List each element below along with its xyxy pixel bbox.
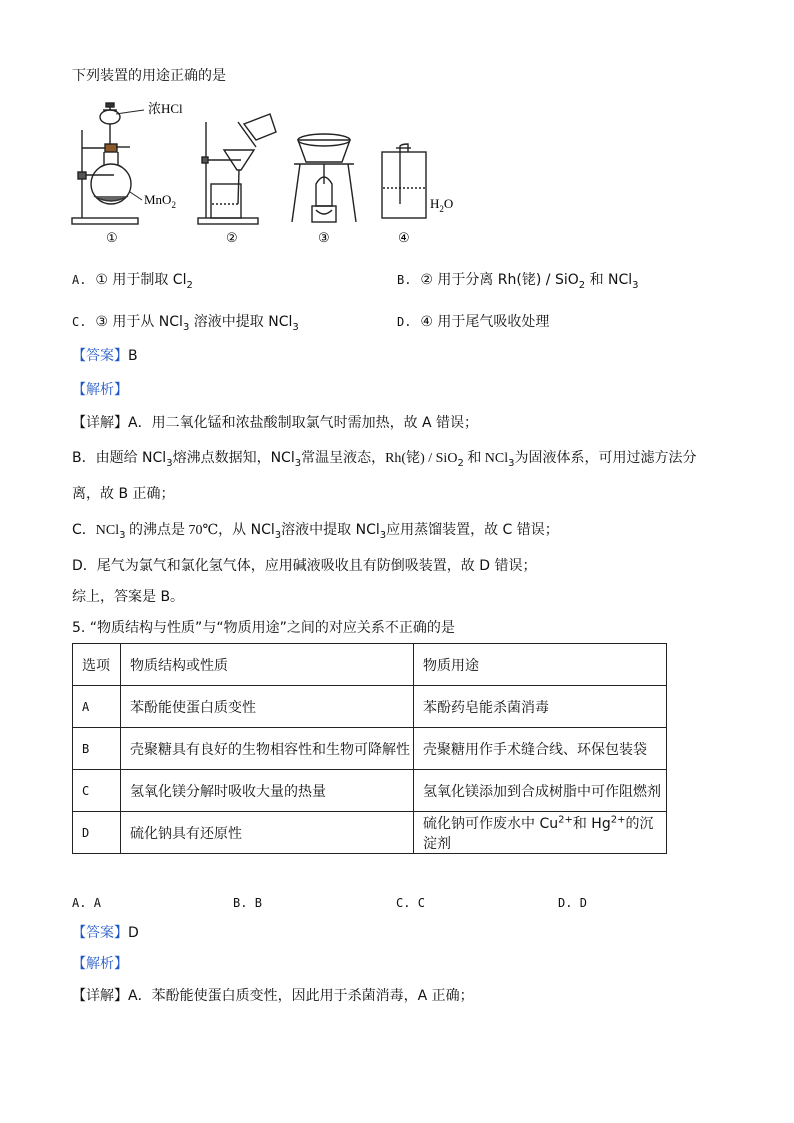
q5-option-d: D. D — [558, 896, 587, 910]
apparatus-2-filtration — [198, 114, 276, 224]
question-5-table — [72, 643, 667, 854]
analysis-tag-q4: 【解析】 — [72, 382, 128, 398]
cell-option: D — [73, 812, 121, 854]
cell-use: 氢氧化镁添加到合成树脂中可作阻燃剂 — [414, 770, 667, 812]
detail-line-a: 【详解】A．用二氧化锰和浓盐酸制取氯气时需加热，故 A 错误； — [72, 415, 479, 431]
apparatus-4-absorption — [382, 144, 426, 218]
header-option: 选项 — [73, 644, 121, 686]
header-use: 物质用途 — [414, 644, 667, 686]
cell-property: 壳聚糖具有良好的生物相容性和生物可降解性 — [121, 728, 414, 770]
number-2: ② — [226, 230, 238, 245]
table-row — [73, 770, 667, 812]
q5-option-a: A. A — [72, 896, 101, 910]
summary-line: 综上，答案是 B。 — [72, 589, 185, 605]
cell-use: 苯酚药皂能杀菌消毒 — [414, 686, 667, 728]
number-1: ① — [106, 230, 118, 245]
question-4-stem: 下列装置的用途正确的是 — [72, 68, 226, 84]
detail-line-d: D．尾气为氯气和氯化氢气体，应用碱液吸收且有防倒吸装置，故 D 错误； — [72, 558, 537, 574]
header-property: 物质结构或性质 — [121, 644, 414, 686]
cell-use: 硫化钠可作废水中 $Cu^{2+}$和 $Hg^{2+}$的沉淀剂 — [414, 812, 667, 854]
cell-property: 硫化钠具有还原性 — [121, 812, 414, 854]
number-3: ③ — [318, 230, 330, 245]
table-row — [73, 812, 667, 854]
table-header-row — [73, 644, 667, 686]
cell-option: B — [73, 728, 121, 770]
detail-line-c: C．NCl$_3$ 的沸点是 70℃，从 NCl$_3$溶液中提取 NCl$_3$应用蒸馏装置，故 C 错误； — [72, 522, 559, 541]
apparatus-3-evaporation — [292, 134, 356, 222]
q5-detail-line-a: 【详解】A．苯酚能使蛋白质变性，因此用于杀菌消毒，A 正确； — [72, 988, 474, 1004]
question-5-stem: 5. “物质结构与性质”与“物质用途”之间的对应关系不正确的是 — [72, 620, 455, 636]
option-b: B. ② 用于分离 Rh(铑) / SiO$_2$ 和 NCl$_3$ — [397, 272, 639, 291]
cell-option: C — [73, 770, 121, 812]
option-c: C. ③ 用于从 NCl$_3$ 溶液中提取 NCl$_3$ — [72, 314, 299, 333]
answer-line-q5: 【答案】D — [72, 925, 139, 941]
cell-use: 壳聚糖用作手术缝合线、环保包装袋 — [414, 728, 667, 770]
q5-option-c: C. C — [396, 896, 425, 910]
q5-option-b: B. B — [233, 896, 262, 910]
label-conc-hcl: 浓HCl — [148, 101, 183, 116]
apparatus-1-gas-generator — [72, 103, 144, 224]
detail-line-b1: B．由题给 NCl$_3$熔沸点数据知，NCl$_3$常温呈液态，Rh(铑) / SiO$_2$ 和 NCl$_3$为固液体系，可用过滤方法分 — [72, 450, 697, 469]
table-row — [73, 728, 667, 770]
option-a: A. ① 用于制取 $Cl_2$ — [72, 272, 193, 291]
analysis-tag-q5: 【解析】 — [72, 956, 128, 972]
table-row — [73, 686, 667, 728]
cell-property: 苯酚能使蛋白质变性 — [121, 686, 414, 728]
label-mno2: MnO$_2$ — [144, 192, 176, 210]
number-4: ④ — [398, 230, 410, 245]
answer-line-q4: 【答案】B — [72, 348, 138, 364]
apparatus-figure — [66, 100, 486, 248]
label-h2o: $H_2O$ — [430, 196, 454, 214]
cell-option: A — [73, 686, 121, 728]
cell-property: 氢氧化镁分解时吸收大量的热量 — [121, 770, 414, 812]
option-d: D. ④ 用于尾气吸收处理 — [397, 314, 550, 330]
detail-line-b2: 离，故 B 正确； — [72, 486, 175, 502]
